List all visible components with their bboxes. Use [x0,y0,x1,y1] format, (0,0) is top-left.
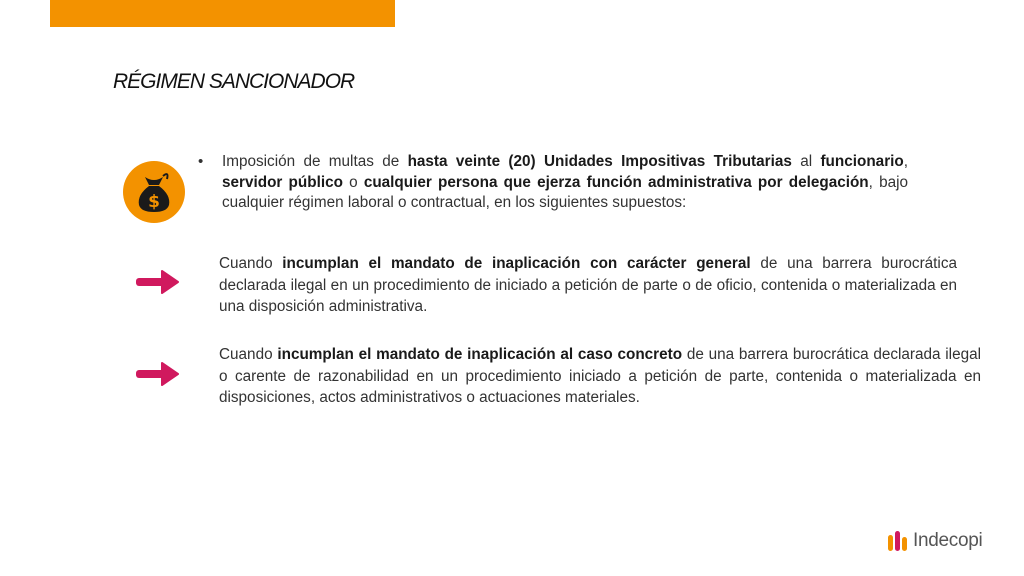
indecopi-logo [886,526,982,556]
indecopi-logo-icon [886,529,908,553]
sanction-description [198,152,908,214]
sanction-text: Imposición de multas de hasta veinte (20) Unidades Impositivas Tributarias al funcionario, servidor público o cualquier persona que ejerza función administrativa por delegación, bajo cualquier régimen laboral o contractual, en los siguientes supuestos: [222,153,909,211]
page-title: RÉGIMEN SANCIONADOR [113,70,355,93]
svg-text:$: $ [148,192,160,212]
case-general: Cuando incumplan el mandato de inaplicación con carácter general de una barrera burocrática declarada ilegal en un procedimiento de iniciado a petición de parte o de oficio, contenida o materializada en una disposición administrativa. [219,255,957,315]
money-bag-icon [123,161,185,223]
right-arrow-icon [134,269,180,295]
case-specific: Cuando incumplan el mandato de inaplicación al caso concreto de una barrera burocrática declarada ilegal o carente de razonabilidad en un procedimiento iniciado a petición de parte, contenida o materializada en disposiciones, actos administrativos o actuaciones materiales. [219,346,981,406]
bullet-dot: • [198,153,204,170]
right-arrow-icon [134,361,180,387]
logo-text: Indecopi [913,530,983,551]
top-accent-bar [50,0,395,27]
